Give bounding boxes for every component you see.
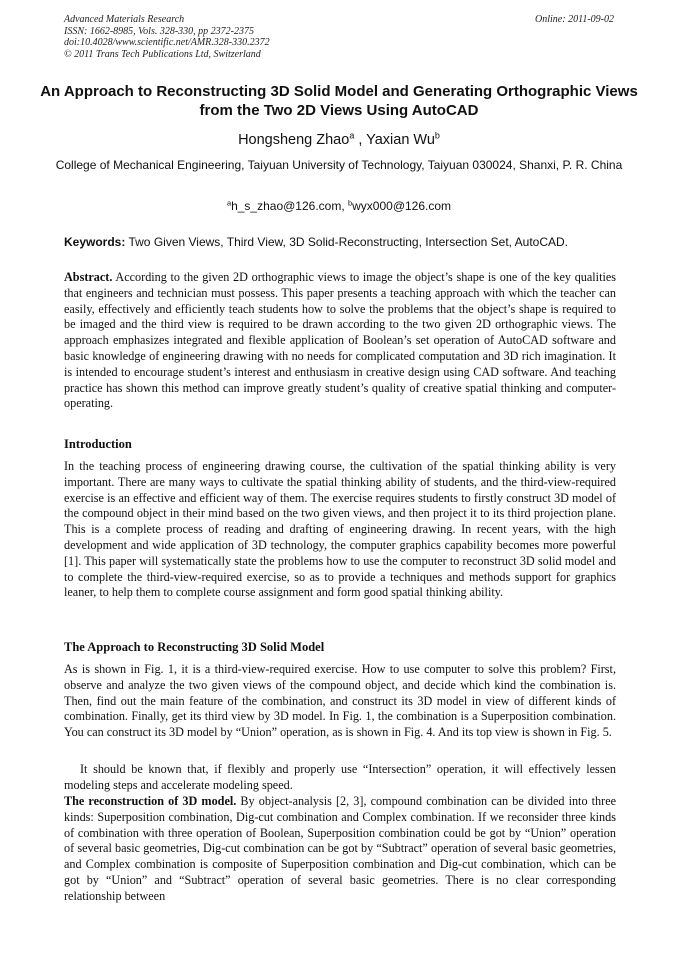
section-heading: Introduction — [64, 437, 132, 451]
abstract-label: Abstract. — [64, 270, 113, 284]
paragraph-text: By object-analysis [2, 3], compound combination can be divided into three kinds: Superposition combination, Dig-cut combination and Complex combination. If we reconsider three kinds of combination with three operation of Boolean, Superposition combination could be got by “Union” operation of several basic geometries, Dig-cut combination can be got by “Subtract” operation of several basic geometries, and Complex combination is composite of Superposition combination and Dig-cut combination, which can be got by “Union” and “Subtract” operation of several basic geometries. There is no clear corresponding relationship between — [64, 794, 617, 903]
author-line — [0, 132, 678, 148]
copyright-line: © 2011 Trans Tech Publications Ltd, Switzerland — [64, 48, 261, 60]
journal-name: Advanced Materials Research — [64, 14, 185, 25]
approach-paragraph: It should be known that, if flexibly and properly use “Intersection” operation, it will effectively lessen modeling steps and accelerate modeling speed. — [64, 762, 616, 792]
keywords-text: Two Given Views, Third View, 3D Solid-Reconstructing, Intersection Set, AutoCAD. — [125, 235, 569, 249]
abstract-text: According to the given 2D orthographic views to image the object’s shape is one of the key qualities that engineers and technician must possess. This paper presents a teaching approach with which the teacher can easily, effectively and efficiently teach students how to solve the problems that the object’s shape is required to be imaged and the third view is required to be drawn according to the two given 2D orthographic views. The approach emphasizes integrated and flexible application of Boolean’s set operation of AutoCAD software and basic knowledge of engineering drawing with no needs for complicated computation and 3D rich imagination. It is intended to encourage student’s interest and enthusiasm in creative design using CAD software. And teaching practice has shown this method can improve greatly student’s quality of creative spatial thinking and computer-operating. — [64, 270, 616, 411]
section-heading: The Approach to Reconstructing 3D Solid Model — [64, 640, 325, 654]
author-superscript: a — [349, 130, 355, 141]
keywords — [64, 235, 616, 249]
email-link[interactable]: wyx000@126.com — [352, 199, 452, 213]
introduction-paragraph: In the teaching process of engineering drawing course, the cultivation of the spatial thinking ability is very important. There are many ways to cultivate the spatial thinking ability of students, and the third-view-required exercise is an effective and efficient way of them. The exercise requires students to firstly construct 3D model of the compound object in their mind based on the two given views, and then project it to its third projection plane. This is a complete process of reading and drafting of engineering drawing. In recent years, with the high development and wide application of 3D technology, the computer graphics capability becomes more powerful [1]. This paper will systematically state the problems how to use the computer to reconstruct 3D solid model and to complete the third-view-required exercise, so as to provide a techniques and methods support for graphics leaner, to help them to complete course assignment and form good spatial thinking ability. — [64, 459, 616, 600]
paper-title: An Approach to Reconstructing 3D Solid Model and Generating Orthographic Views from the Two 2D Views Using AutoCAD — [40, 83, 638, 119]
approach-paragraph: As is shown in Fig. 1, it is a third-view-required exercise. How to use computer to solve this problem? First, observe and analyze the two given views of the compound object, and decide which kind the combination is. Then, find out the main feature of the combination, and construct its 3D model in view of different kinds of combination. Finally, get its third view by 3D model. In Fig. 1, the combination is a Superposition combination. You can construct its 3D model by “Union” operation, as is shown in Fig. 4. And its top view is shown in Fig. 5. — [64, 662, 616, 740]
author-superscript: b — [434, 130, 440, 141]
paragraph-label: The reconstruction of 3D model. — [64, 794, 237, 808]
email-line — [0, 199, 678, 213]
abstract — [64, 270, 616, 412]
keywords-label: Keywords: — [64, 235, 126, 249]
reconstruction-paragraph — [64, 794, 616, 905]
doi-line[interactable]: doi:10.4028/www.scientific.net/AMR.328-330.2372 — [64, 37, 270, 48]
online-date: Online: 2011-09-02 — [535, 14, 614, 25]
author-name: Yaxian Wu — [366, 132, 435, 148]
affiliation: College of Mechanical Engineering, Taiyuan University of Technology, Taiyuan 030024, Shanxi, P. R. China — [55, 158, 623, 172]
issn-line: ISSN: 1662-8985, Vols. 328-330, pp 2372-2375 — [64, 25, 254, 37]
author-separator: , — [354, 132, 367, 148]
email-superscript: a — [226, 198, 232, 208]
email-superscript: b — [348, 198, 353, 208]
author-name: Hongsheng Zhao — [238, 132, 350, 148]
email-link[interactable]: h_s_zhao@126.com, — [231, 199, 348, 213]
journal-header — [64, 14, 270, 60]
